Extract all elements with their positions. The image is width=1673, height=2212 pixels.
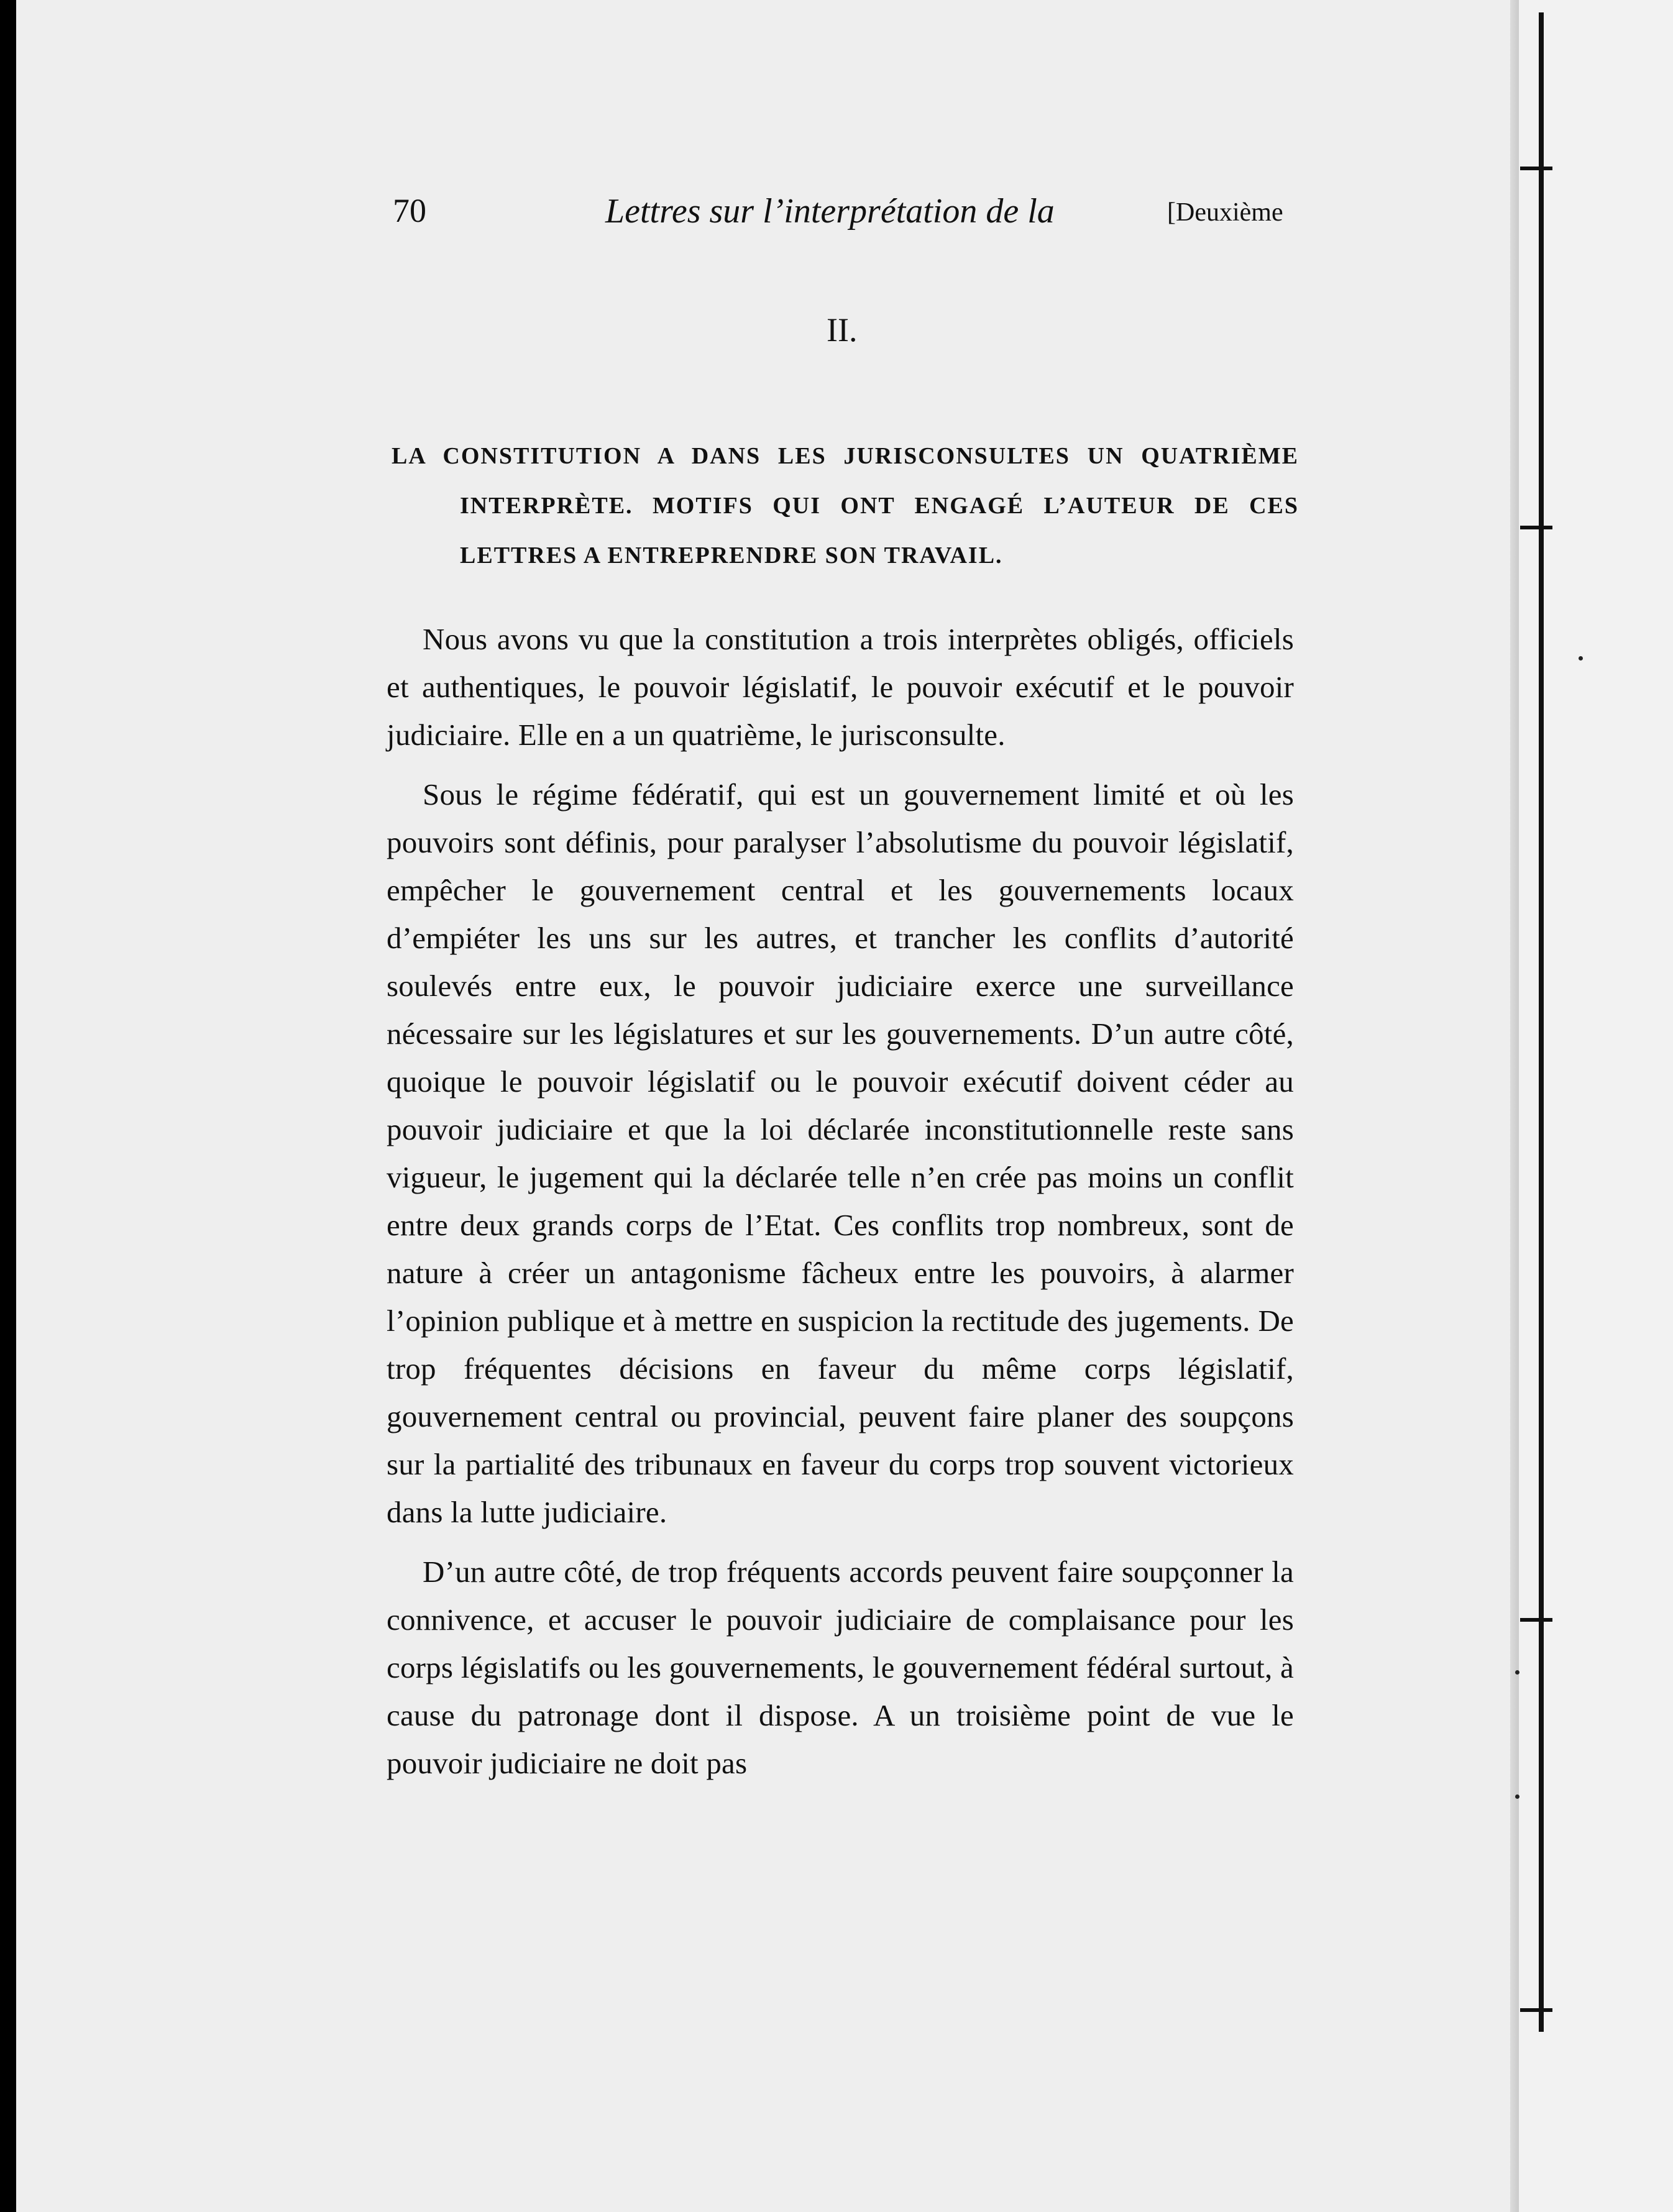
binding-line — [1539, 12, 1544, 2032]
paragraph: Nous avons vu que la constitution a trois interprètes obligés, officiels et authentiques, le pouvoir législatif, le pouvoir exécutif et le pouvoir judiciaire. Elle en a un quatrième, le jurisconsulte. — [387, 622, 1294, 752]
paragraph: Sous le régime fédératif, qui est un gouvernement limité et où les pouvoirs sont définis, pour paralyser l’absolutisme du pouvoir législatif, empêcher le gouvernement central et les gouvernements locaux d’empiéter les uns sur les autres, et trancher les conflits d’autorité soulevés entre eux, le pouvoir judiciaire exerce une surveillance nécessaire sur les législatures et sur les gouvernements. D’un autre côté, quoique le pouvoir législatif ou le pouvoir exécutif doivent céder au pouvoir judiciaire et que la loi déclarée inconstitutionnelle reste sans vigueur, le jugement qui la déclarée telle n’en crée pas moins un conflit entre deux grands corps de l’Etat. Ces conflits trop nombreux, sont de nature à créer un antagonisme fâcheux entre les pouvoirs, à alarmer l’opinion publique et à mettre en suspicion la rectitude des jugements. De trop fréquentes décisions en faveur du même corps législatif, gouvernement central ou provincial, peuvent faire planer des soupçons sur la partialité des tribunaux en faveur du corps trop souvent victorieux dans la lutte judiciaire. — [387, 777, 1294, 1529]
scan-speck — [1579, 656, 1583, 660]
page-number: 70 — [393, 192, 426, 229]
chapter-summary — [392, 431, 1299, 580]
summary-line: LA CONSTITUTION A DANS LES JURISCONSULTES UN QUATRIÈME — [392, 443, 1299, 469]
body-text — [387, 615, 1294, 1787]
paragraph: D’un autre côté, de trop fréquents accords peuvent faire soupçonner la connivence, et accuser le pouvoir judiciaire de complaisance pour les corps législatifs ou les gouvernements, le gouvernement fédéral surtout, à cause du patronage dont il dispose. A un troisième point de vue le pouvoir judiciaire ne doit pas — [387, 1555, 1294, 1780]
running-title: Lettres sur l’interprétation de la — [605, 192, 1055, 231]
binding-tick — [1520, 1618, 1552, 1622]
running-section: [Deuxième — [1167, 198, 1283, 227]
running-header — [387, 191, 1306, 241]
binding-tick — [1520, 2008, 1552, 2012]
summary-line: LETTRES A ENTREPRENDRE SON TRAVAIL. — [460, 542, 1003, 569]
scan-speck — [1515, 1670, 1519, 1675]
chapter-number: II. — [827, 311, 858, 349]
summary-line: INTERPRÈTE. MOTIFS QUI ONT ENGAGÉ L’AUTEUR DE CES — [460, 493, 1299, 519]
binding-tick — [1520, 167, 1552, 170]
scan-speck — [1515, 1794, 1519, 1799]
binding-tick — [1520, 526, 1552, 529]
